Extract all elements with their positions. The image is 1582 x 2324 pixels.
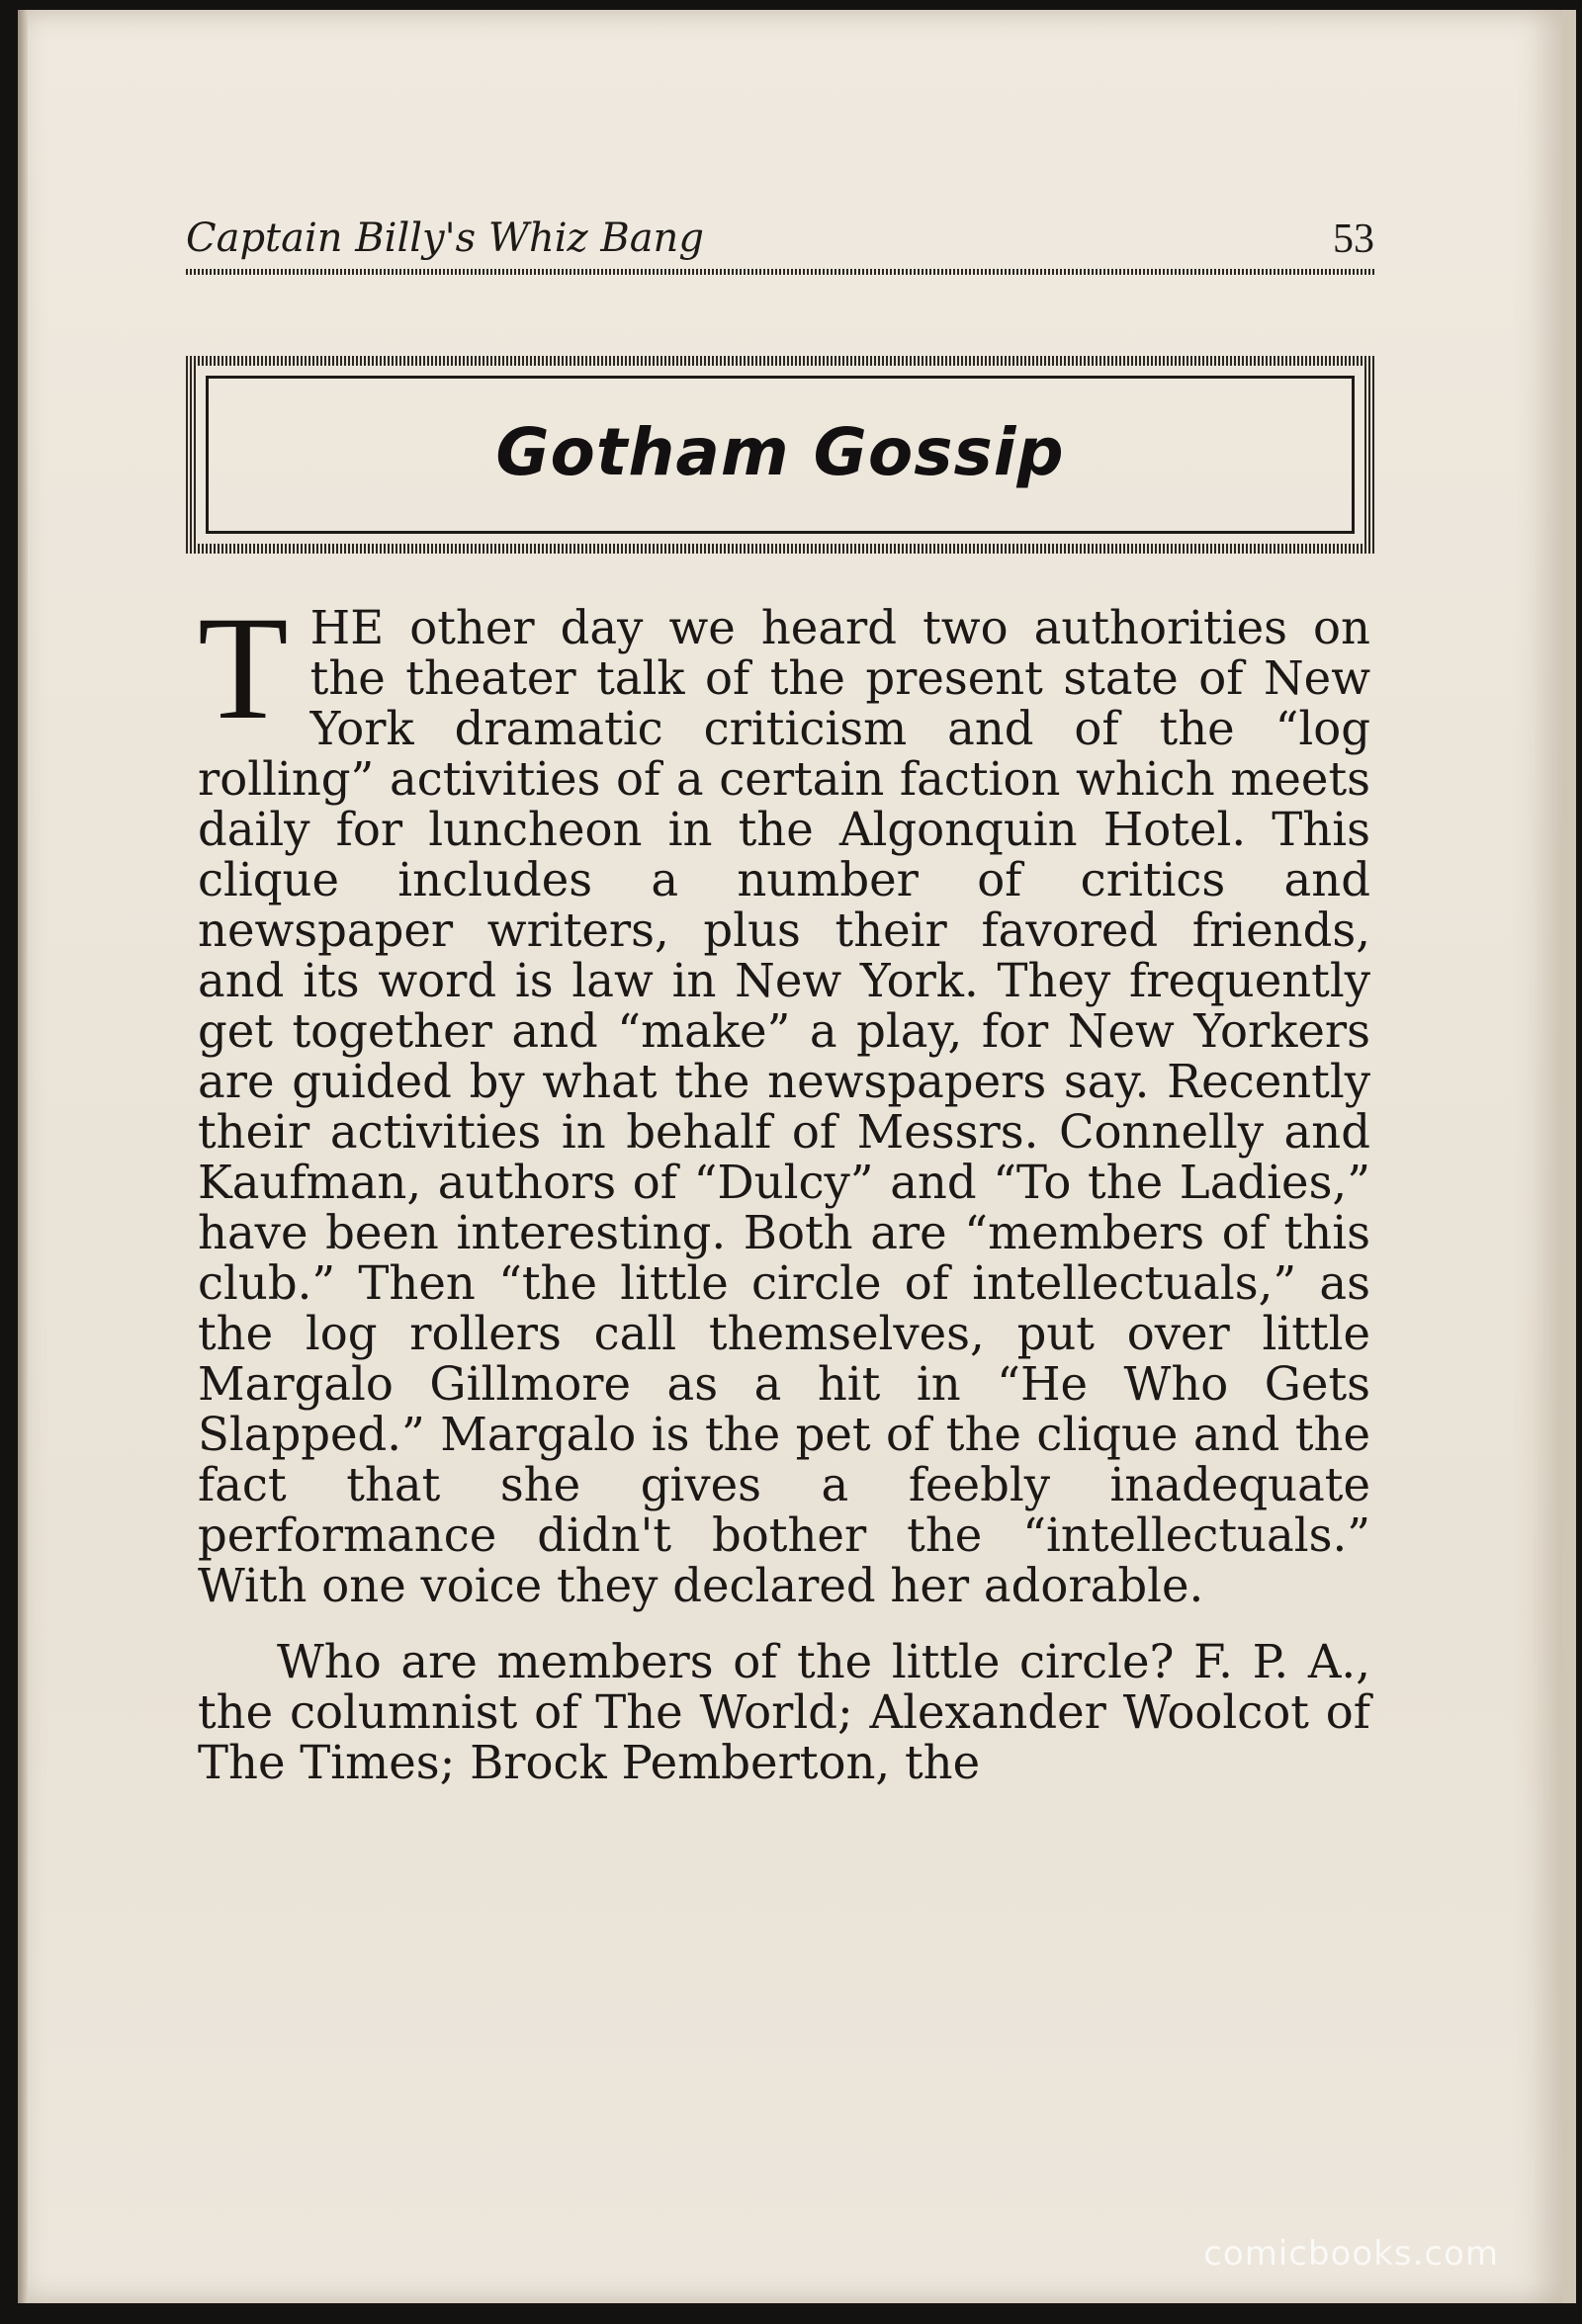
header-rule: [186, 269, 1374, 275]
paragraph-2: Who are members of the little circle? F. P. A., the columnist of The World; Alexander Woolcot of The Times; Brock Pemberton, the: [198, 1635, 1370, 1789]
watermark: comicbooks.com: [1203, 2234, 1499, 2274]
section-title-frame: [206, 376, 1355, 534]
section-title: Gotham Gossip: [495, 414, 1065, 490]
magazine-page: [18, 10, 1576, 2303]
page-binding-edge: [18, 10, 28, 2303]
running-title: Captain Billy's Whiz Bang: [186, 215, 704, 261]
running-header: [186, 208, 1374, 277]
section-title-box: [186, 356, 1374, 554]
paragraph-1: [198, 586, 1370, 1612]
drop-cap: T: [198, 586, 289, 750]
paragraph-1-text: HE other day we heard two authorities on the theater talk of the present state of New York dramatic criticism and of the “log rolling” activities of a certain faction which meets daily for luncheon in the Algonquin Hotel. This clique includes a number of critics and newspaper writers, plus their favored friends, and its word is law in New York. They frequently get together and “make” a play, for New Yorkers are guided by what the newspapers say. Recently their activities in behalf of Messrs. Connelly and Kaufman, authors of “Dulcy” and “To the Ladies,” have been interesting. Both are “members of this club.” Then “the little circle of intellectuals,” as the log rollers call themselves, put over little Margalo Gillmore as a hit in “He Who Gets Slapped.” Margalo is the pet of the clique and the fact that she gives a feebly inadequate performance didn't bother the “intellectuals.” With one voice they declared her adorable.: [198, 601, 1370, 1612]
page-number: 53: [1333, 216, 1374, 262]
article-body: [198, 586, 1370, 1789]
